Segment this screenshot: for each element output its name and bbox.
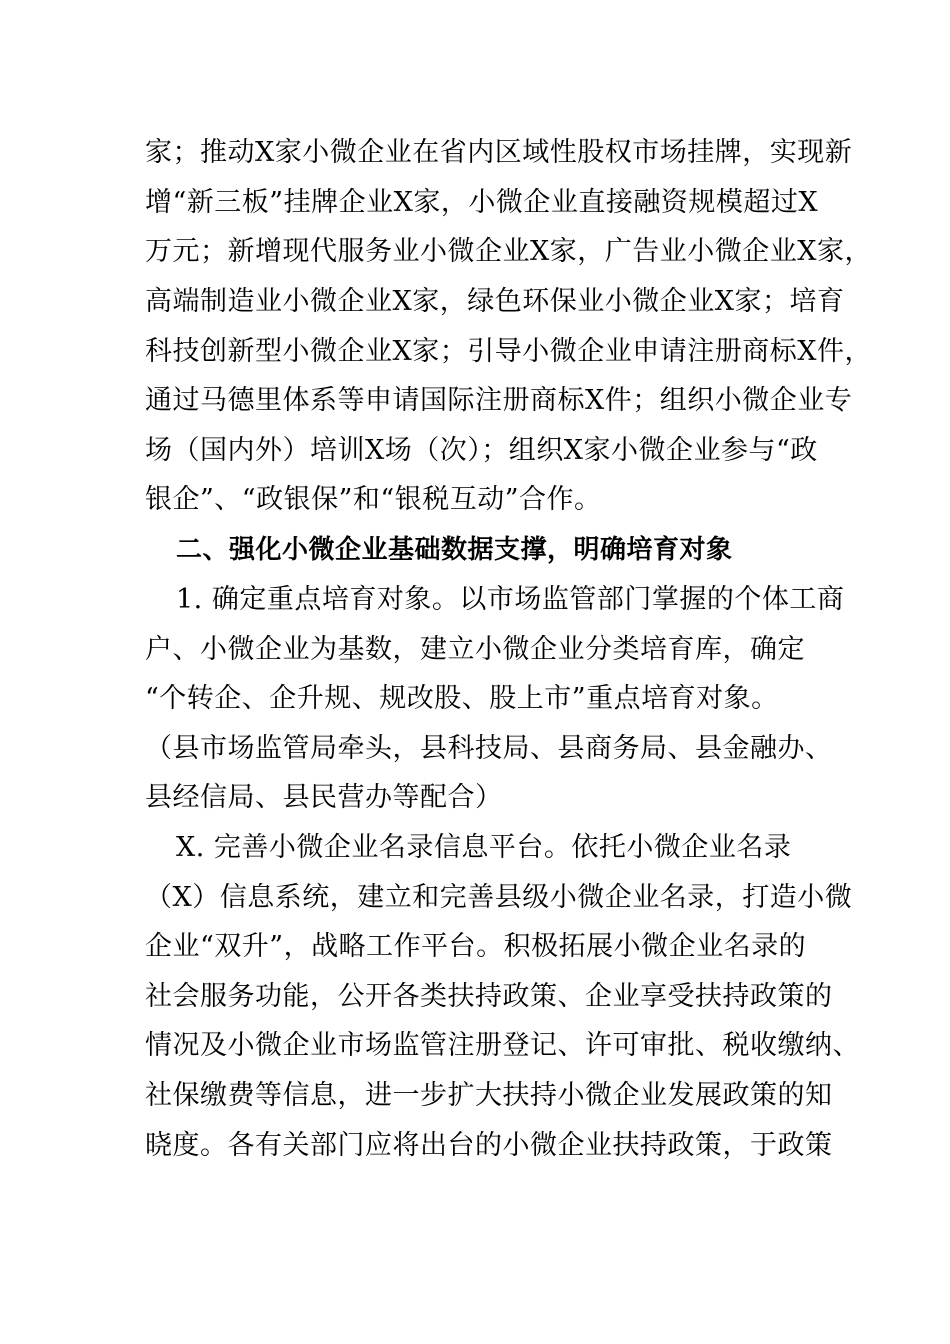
body-text-line: 场（国内外）培训X场（次）；组织X家小微企业参与“政 [145, 435, 818, 466]
body-text-line: X. 完善小微企业名录信息平台。依托小微企业名录 [176, 832, 792, 863]
body-text-line: 企业“双升”，战略工作平台。积极拓展小微企业名录的 [145, 931, 807, 962]
body-text-line: “个转企、企升规、规改股、股上市”重点培育对象。 [145, 683, 779, 714]
body-text-line: 科技创新型小微企业X家；引导小微企业申请注册商标X件， [145, 336, 872, 367]
body-text-line: 社保缴费等信息，进一步扩大扶持小微企业发展政策的知 [145, 1080, 833, 1111]
body-text-line: 银企”、“政银保”和“银税互动”合作。 [145, 484, 602, 515]
body-text-line: 户、小微企业为基数，建立小微企业分类培育库，确定 [145, 634, 805, 665]
section-heading: 二、强化小微企业基础数据支撑，明确培育对象 [176, 535, 733, 565]
body-text-line: 通过马德里体系等申请国际注册商标X件；组织小微企业专 [145, 385, 853, 416]
body-text-line: 增“新三板”挂牌企业X家，小微企业直接融资规模超过X [145, 187, 819, 218]
body-text-line: 社会服务功能，公开各类扶持政策、企业享受扶持政策的 [145, 981, 833, 1012]
body-text-line: 1. 确定重点培育对象。以市场监管部门掌握的个体工商 [176, 584, 845, 615]
body-text-line: （县市场监管局牵头，县科技局、县商务局、县金融办、 [145, 733, 833, 764]
body-text-line: 县经信局、县民营办等配合） [145, 782, 503, 813]
body-text-line: 高端制造业小微企业X家，绿色环保业小微企业X家；培育 [145, 286, 845, 317]
body-text-line: 万元；新增现代服务业小微企业X家，广告业小微企业X家， [145, 236, 872, 267]
body-text-line: （X）信息系统，建立和完善县级小微企业名录，打造小微 [145, 882, 853, 913]
body-text-line: 家；推动X家小微企业在省内区域性股权市场挂牌，实现新 [145, 137, 853, 168]
body-text-line: 晓度。各有关部门应将出台的小微企业扶持政策，于政策 [145, 1130, 833, 1161]
body-text-line: 情况及小微企业市场监管注册登记、许可审批、税收缴纳、 [145, 1030, 860, 1061]
